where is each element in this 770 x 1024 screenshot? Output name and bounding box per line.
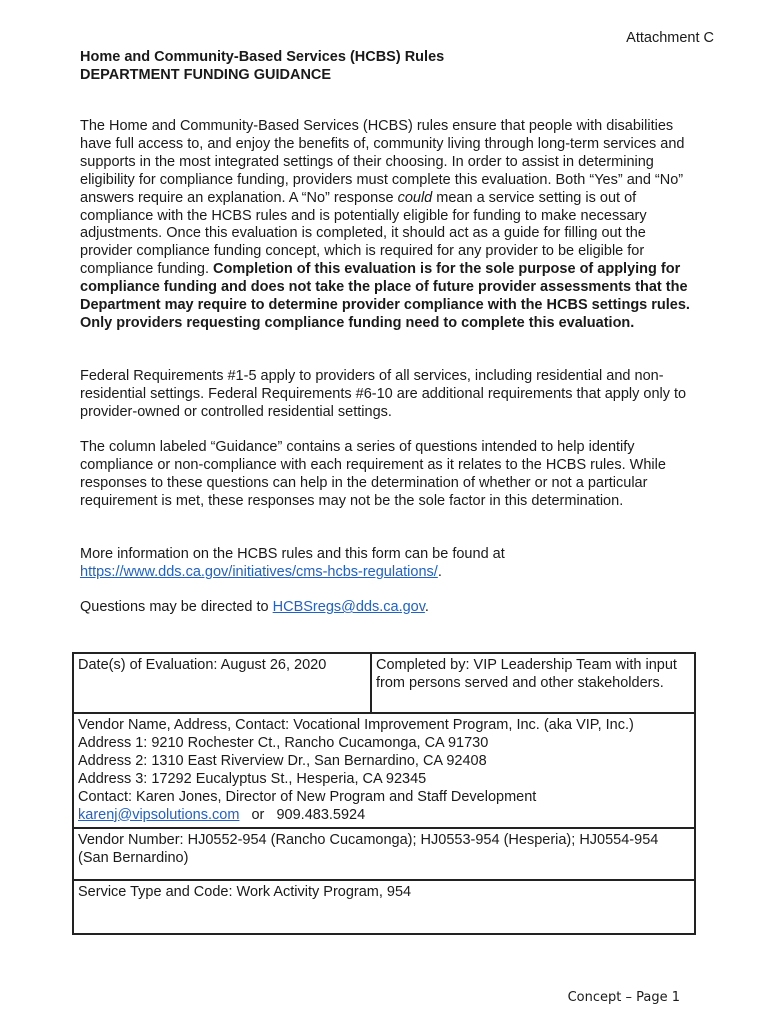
questions-period: .: [424, 599, 429, 615]
vendor-contact-line: [78, 807, 690, 825]
table-row: [73, 828, 695, 880]
guidance-paragraph: The column labeled “Guidance” contains a series of questions intended to help identify compliance or non-compliance with each requirement as it relates to the HCBS rules. While responses to these questions can help in the determination of whether or not a particular requirement is met, these responses may not be the sole factor in this determination.: [80, 439, 666, 509]
vendor-number-cell: Vendor Number: HJ0552-954 (Rancho Cucamonga); HJ0553-954 (Hesperia); HJ0554-954 (San Bernardino): [73, 828, 695, 880]
more-info-paragraph: [80, 546, 695, 582]
vendor-phone: 909.483.5924: [276, 806, 366, 823]
table-row: [73, 880, 695, 934]
vendor-name: Vendor Name, Address, Contact: Vocational Improvement Program, Inc. (aka VIP, Inc.): [78, 717, 634, 733]
requirements-paragraph: Federal Requirements #1-5 apply to providers of all services, including residential and non-residential settings. Federal Requirements #6-10 are additional requirements that apply only to provider-owned or controlled residential settings.: [80, 368, 687, 420]
document-heading: [80, 48, 444, 84]
table-row: [73, 713, 695, 828]
contact-separator: or: [239, 806, 277, 823]
table-row: [73, 653, 695, 713]
intro-text-2: mean a service setting is out of compliance with the HCBS rules and is potentially eligible for funding to make necessary adjustments. Once this evaluation is completed, it should act as a guide for filling out the provider compliance funding concept, which is required for any provider to be eligible for compliance funding.: [80, 189, 647, 278]
attachment-label: Attachment C: [626, 30, 714, 46]
hcbs-email-link[interactable]: HCBSregs@dds.ca.gov: [272, 599, 425, 615]
heading-title: Home and Community-Based Services (HCBS) Rules: [80, 49, 445, 65]
service-type-cell: Service Type and Code: Work Activity Program, 954: [73, 880, 695, 934]
vendor-address-2: Address 2: 1310 East Riverview Dr., San Bernardino, CA 92408: [78, 752, 487, 769]
intro-bold: Completion of this evaluation is for the sole purpose of applying for compliance funding and does not take the place of future provider assessments that the Department may require to determine provider compliance with the HCBS settings rules. Only providers requesting compliance funding need to complete this evaluation.: [80, 261, 690, 331]
vendor-info-cell: [73, 713, 695, 828]
evaluation-info-table: [72, 652, 696, 935]
intro-italic: could: [397, 189, 433, 206]
more-info-period: .: [437, 563, 442, 580]
vendor-address-3: Address 3: 17292 Eucalyptus St., Hesperia, CA 92345: [78, 770, 427, 787]
hcbs-regulations-link[interactable]: https://www.dds.ca.gov/initiatives/cms-hcbs-regulations/: [80, 563, 438, 580]
intro-paragraph: [80, 118, 695, 333]
intro-text-1: The Home and Community-Based Services (HCBS) rules ensure that people with disabilities have full access to, and enjoy the benefits of, community living through long-term services and supports in the most integrated settings of their choosing. In order to assist in determining eligibility for compliance funding, providers must complete this evaluation. Both “Yes” and “No” answers require an explanation. A “No” response: [80, 118, 685, 206]
vendor-address-1: Address 1: 9210 Rochester Ct., Rancho Cucamonga, CA 91730: [78, 734, 489, 751]
more-info-text: More information on the HCBS rules and this form can be found at: [80, 546, 505, 562]
questions-text: Questions may be directed to: [80, 599, 273, 615]
completed-by-cell: Completed by: VIP Leadership Team with input from persons served and other stakeholders.: [371, 653, 695, 713]
evaluation-date-cell: Date(s) of Evaluation: August 26, 2020: [73, 653, 371, 713]
vendor-contact: Contact: Karen Jones, Director of New Program and Staff Development: [78, 788, 537, 805]
vendor-email-link[interactable]: karenj@vipsolutions.com: [78, 806, 240, 823]
heading-subtitle: DEPARTMENT FUNDING GUIDANCE: [80, 67, 332, 83]
questions-paragraph: [80, 599, 695, 617]
page-footer: Concept – Page 1: [567, 990, 680, 1005]
